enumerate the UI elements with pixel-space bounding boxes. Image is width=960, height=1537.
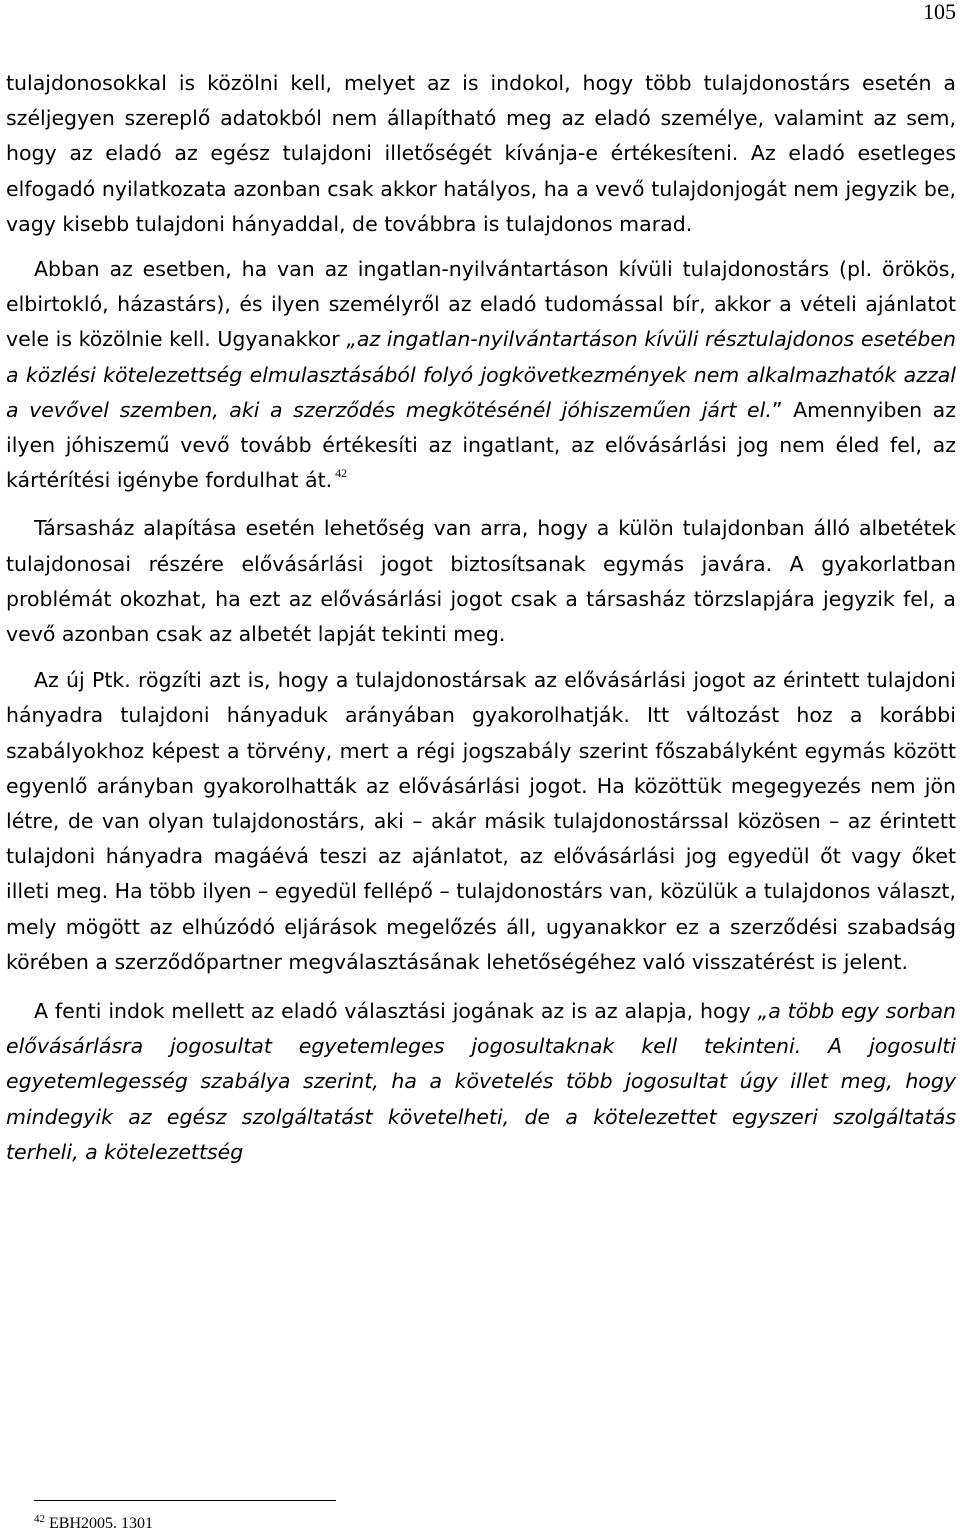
- page-number: 105: [923, 0, 956, 24]
- footnote-reference[interactable]: 42: [335, 466, 348, 481]
- footnote: [34, 1514, 153, 1534]
- paragraph-5: [6, 994, 956, 1170]
- paragraph-3: [6, 511, 956, 652]
- paragraph-3-text: Társasház alapítása esetén lehetőség van arra, hogy a külön tulajdonban álló albetétek tulajdonosai részére elővásárlási jogot biztosítsanak egymás javára. A gyakorlatban problémát okozhat, ha ezt az elővásárlási jogot csak a társasház törzslapjára jegyzik fel, a vevő azonban csak az albetét lapját tekinti meg.: [6, 516, 956, 647]
- paragraph-4-text: Az új Ptk. rögzíti azt is, hogy a tulajdonostársak az elővásárlási jogot az érintett tulajdoni hányadra tulajdoni hányaduk arányában gyakorolhatják. Itt változást hoz a korábbi szabályokhoz képest a törvény, mert a régi jogszabály szerint főszabályként egymás között egyenlő arányban gyakorolhatták az elővásárlási jogot. Ha közöttük megegyezés nem jön létre, de van olyan tulajdonostárs, aki – akár másik tulajdonostárssal közösen – az érintett tulajdoni hányadra magáévá teszi az ajánlatot, az elővásárlási jog egyedül őt vagy őket illeti meg. Ha több ilyen – egyedül fellépő – tulajdonostárs van, közülük a tulajdonos választ, mely mögött az elhúzódó eljárások megelőzés áll, ugyanakkor ez a szerződési szabadság körében a szerződőpartner megválasztásának lehetőségéhez való visszatérést is jelent.: [6, 668, 956, 974]
- footnote-number: 42: [34, 1513, 45, 1525]
- paragraph-2-text: Abban az esetben, ha van az ingatlan-nyilvántartáson kívüli tulajdonostárs (pl. örökös, elbirtokló, házastárs), és ilyen személyről az eladó tudomással bír, akkor a vételi ajánlatot vele is közölnie kell. Ugyanakkor: [6, 257, 956, 352]
- body-text: [6, 66, 956, 1170]
- footnote-text: EBH2005. 1301: [49, 1515, 153, 1532]
- footnote-separator: [34, 1500, 336, 1501]
- paragraph-5-text: A fenti indok mellett az eladó választási jogának az is az alapja, hogy: [34, 999, 758, 1024]
- paragraph-1-text: tulajdonosokkal is közölni kell, melyet az is indokol, hogy több tulajdonostárs esetén a széljegyen szereplő adatokból nem állapítható meg az eladó személye, valamint az sem, hogy az eladó az egész tulajdoni illetőségét kívánja-e értékesíteni. Az eladó esetleges elfogadó nyilatkozata azonban csak akkor hatályos, ha a vevő tulajdonjogát nem jegyzik be, vagy kisebb tulajdoni hányaddal, de továbbra is tulajdonos marad.: [6, 71, 956, 236]
- paragraph-2-quote: „az ingatlan-nyilvántartáson kívüli résztulajdonos esetében a közlési kötelezettség elmulasztásából folyó jogkövetkezmények nem alkalmazhatók azzal a vevővel szemben, aki a szerződés megkötésénél jóhiszeműen járt el.: [6, 327, 956, 422]
- paragraph-2-text-continued: ” Amennyiben az ilyen jóhiszemű vevő tovább értékesíti az ingatlant, az elővásárlási jog nem éled fel, az kártérítési igénybe fordulhat át.: [6, 397, 957, 493]
- paragraph-1: [6, 66, 956, 242]
- paragraph-5-quote: „a több egy sorban elővásárlásra jogosultat egyetemleges jogosultaknak kell tekinteni. A jogosulti egyetemlegesség szabálya szerint, ha a követelés több jogosultat úgy illet meg, hogy mindegyik az egész szolgáltatást követelheti, de a kötelezettet egyszeri szolgáltatás terheli, a kötelezettség: [6, 999, 957, 1164]
- paragraph-2: [6, 252, 956, 498]
- paragraph-4: [6, 663, 956, 980]
